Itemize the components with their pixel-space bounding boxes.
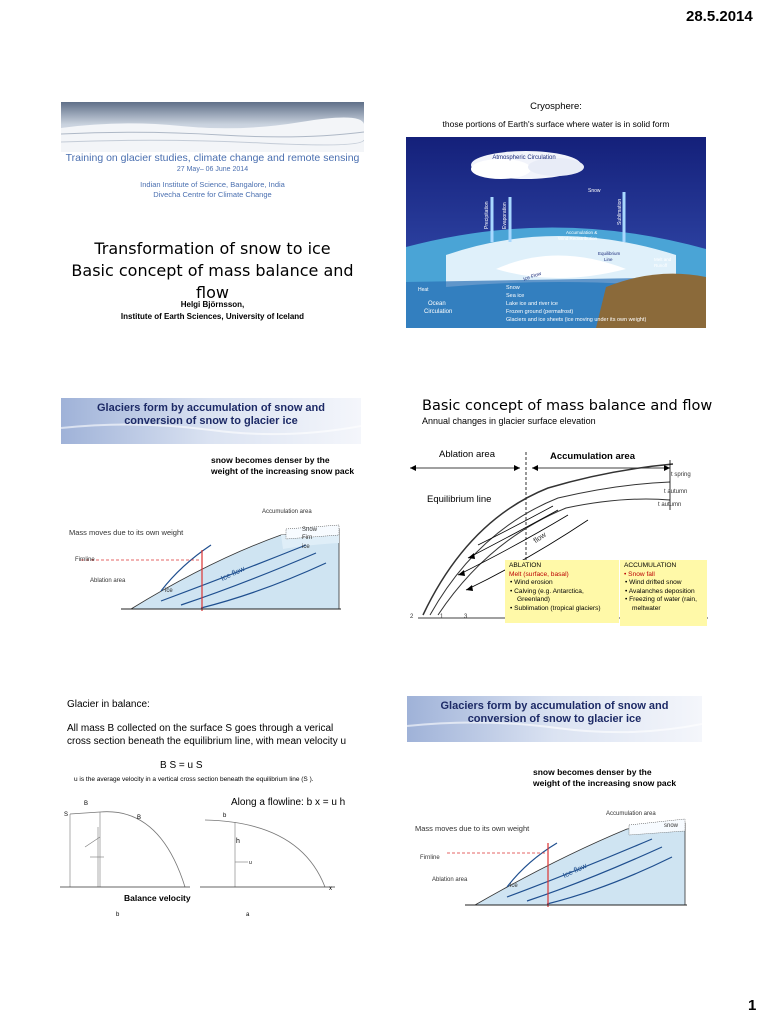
ablation-item: • Calving (e.g. Antarctica, Greenland) bbox=[517, 588, 615, 605]
snow-density-note-line-1: snow becomes denser by the bbox=[211, 455, 330, 465]
label-b-small: b bbox=[223, 813, 227, 819]
melt-label-1: Melt and bbox=[654, 257, 672, 262]
flowline-equation: Along a flowline: b x = u h bbox=[231, 797, 346, 808]
cryo-list-item: Snow bbox=[506, 285, 520, 291]
author-name: Helgi Björnsson, bbox=[180, 300, 245, 309]
cryosphere-title: Cryosphere: bbox=[530, 101, 582, 112]
page-number: 1 bbox=[748, 997, 757, 1014]
balance-heading: Glacier in balance: bbox=[67, 699, 150, 710]
institute-block bbox=[61, 180, 364, 200]
ablation-area-label-2: Ablation area bbox=[432, 877, 468, 883]
ablation-area-label: Ablation area bbox=[439, 449, 495, 460]
curve-label-3: 3 bbox=[464, 614, 468, 620]
label-u: u bbox=[249, 860, 252, 866]
ice-lower-label-2: ice bbox=[510, 883, 518, 889]
cryosphere-definition: those portions of Earth's surface where water is in solid form bbox=[442, 119, 670, 129]
label-s: S bbox=[64, 812, 69, 818]
ablation-heading: ABLATION bbox=[509, 562, 542, 569]
ice-sheet-banner-image bbox=[61, 102, 364, 152]
snow-layer-label-2: snow bbox=[664, 823, 679, 829]
ice-flow-label-2: Ice flow bbox=[561, 861, 589, 880]
atmospheric-circulation-label: Atmospheric Circulation bbox=[492, 155, 556, 161]
t-autumn-2-label: t autumn bbox=[658, 502, 682, 508]
snow-density-note-2-line-1: snow becomes denser by the bbox=[533, 767, 652, 777]
balance-paragraph bbox=[67, 722, 346, 748]
glacier-header bbox=[61, 402, 361, 428]
ice-flow-label: Ice flow bbox=[219, 564, 247, 583]
accumulation-box: ACCUMULATION • Snow fall • Wind drifted snow • Avalanches deposition • Freezing of water (rain, meltwater bbox=[620, 560, 707, 626]
curve-label-2: 2 bbox=[410, 614, 414, 620]
melt-label-2: Runoff bbox=[654, 263, 668, 268]
institute-line-1: Indian Institute of Science, Bangalore, India bbox=[140, 180, 285, 189]
ice-flow-label: Ice Flow bbox=[522, 270, 543, 283]
equilibrium-label-2: Line bbox=[604, 257, 613, 262]
ice-layer-label: ice bbox=[302, 544, 310, 550]
cryo-list-item: Lake ice and river ice bbox=[506, 301, 558, 307]
label-h: h bbox=[236, 838, 240, 845]
mass-balance-subtitle: Annual changes in glacier surface elevation bbox=[422, 416, 596, 426]
training-title: Training on glacier studies, climate change and remote sensing bbox=[65, 152, 360, 164]
wind-redistribution-label: Wind Redistribution bbox=[558, 236, 598, 241]
ablation-area-label: Ablation area bbox=[90, 578, 126, 584]
glacier-header-line-2: conversion of snow to glacier ice bbox=[124, 415, 298, 427]
precipitation-label: Precipitation bbox=[484, 201, 490, 229]
accumulation-heading: ACCUMULATION bbox=[624, 562, 677, 569]
cryo-list-item: Frozen ground (permafrost) bbox=[506, 309, 574, 315]
accumulation-first-item: Snow fall bbox=[628, 570, 655, 578]
label-x: x bbox=[329, 886, 332, 892]
balance-velocity-diagram bbox=[60, 792, 340, 907]
figure-label-b: b bbox=[116, 912, 120, 918]
institute-line-2: Divecha Centre for Climate Change bbox=[153, 190, 272, 199]
t-autumn-1-label: t autumn bbox=[664, 489, 688, 495]
figure-label-a: a bbox=[246, 912, 250, 918]
snow-layer-label: Snow bbox=[302, 527, 318, 533]
author-block bbox=[61, 299, 364, 323]
lecture-title-line-2: Basic concept of mass balance and flow bbox=[71, 261, 354, 302]
velocity-note: u is the average velocity in a vertical cross section beneath the equilibrium line (S ). bbox=[74, 776, 314, 783]
accumulation-label: Accumulation & bbox=[566, 230, 598, 235]
ocean-label-2: Circulation bbox=[424, 309, 453, 315]
balance-paragraph-line-2: cross section beneath the equilibrium line, with mean velocity u bbox=[67, 736, 347, 747]
accumulation-item: • Wind drifted snow bbox=[632, 579, 703, 588]
mass-balance-title: Basic concept of mass balance and flow bbox=[422, 398, 713, 414]
ice-lower-label: ice bbox=[165, 588, 173, 594]
glacier-header-2-line-1: Glaciers form by accumulation of snow and bbox=[440, 700, 669, 712]
ablation-item: • Sublimation (tropical glaciers) bbox=[517, 605, 615, 614]
label-b-ac: B bbox=[84, 801, 89, 807]
cryo-list-item: Glaciers and ice sheets (ice moving under its own weight) bbox=[506, 317, 647, 323]
ablation-first-item: Melt (surface, basal) bbox=[509, 570, 569, 578]
evaporation-label: Evaporation bbox=[502, 202, 508, 229]
equilibrium-line-label: Equilibrium line bbox=[427, 494, 492, 505]
balance-equation: B S = u S bbox=[160, 760, 203, 771]
flow-label: flow bbox=[531, 529, 548, 546]
glacier-cross-section-diagram bbox=[61, 505, 361, 620]
lecture-title bbox=[61, 238, 364, 304]
author-affiliation: Institute of Earth Sciences, University of Iceland bbox=[120, 312, 305, 321]
accumulation-area-label: Accumulation area bbox=[550, 451, 635, 462]
accumulation-area-label-2: Accumulation area bbox=[606, 811, 656, 817]
accumulation-area-label: Accumulation area bbox=[262, 509, 312, 515]
firn-layer-label: Firn bbox=[302, 535, 313, 541]
page-date: 28.5.2014 bbox=[686, 8, 753, 25]
label-b-ab: B bbox=[137, 815, 142, 821]
ablation-item: • Wind erosion bbox=[517, 579, 615, 588]
firnline-label: Firnline bbox=[75, 557, 95, 563]
snow-density-note-line-2: weight of the increasing snow pack bbox=[211, 466, 355, 476]
glacier-header-line-1: Glaciers form by accumulation of snow and bbox=[97, 402, 325, 414]
balance-paragraph-line-1: All mass B collected on the surface S goes through a verical bbox=[67, 723, 334, 734]
ocean-label-1: Ocean bbox=[428, 301, 446, 307]
glacier-header-2 bbox=[407, 700, 702, 726]
lecture-title-line-1: Transformation of snow to ice bbox=[94, 239, 331, 258]
glacier-header-2-line-2: conversion of snow to glacier ice bbox=[467, 713, 642, 725]
snow-density-note bbox=[211, 455, 354, 477]
cryo-list-item: Sea ice bbox=[506, 293, 525, 299]
sublimation-label: Sublimation bbox=[617, 198, 623, 225]
accumulation-item: • Avalanches deposition bbox=[632, 588, 703, 597]
snow-density-note-2 bbox=[533, 767, 676, 789]
equilibrium-label-1: Equilibrium bbox=[598, 251, 621, 256]
snow-density-note-2-line-2: weight of the increasing snow pack bbox=[533, 778, 677, 788]
t-spring-label: t spring bbox=[671, 472, 691, 478]
training-dates: 27 May– 06 June 2014 bbox=[176, 166, 249, 173]
firnline-label-2: Firnline bbox=[420, 855, 440, 861]
cryosphere-diagram bbox=[406, 137, 706, 328]
accumulation-item: • Freezing of water (rain, meltwater bbox=[632, 596, 703, 613]
balance-velocity-label: Balance velocity bbox=[124, 893, 191, 903]
mass-moves-label-2: Mass moves due to its own weight bbox=[415, 824, 530, 833]
mass-moves-label: Mass moves due to its own weight bbox=[69, 528, 184, 537]
heat-label: Heat bbox=[418, 287, 429, 293]
ablation-box bbox=[505, 560, 619, 623]
snow-label: Snow bbox=[588, 188, 601, 194]
curve-label-1: 1 bbox=[440, 614, 444, 620]
